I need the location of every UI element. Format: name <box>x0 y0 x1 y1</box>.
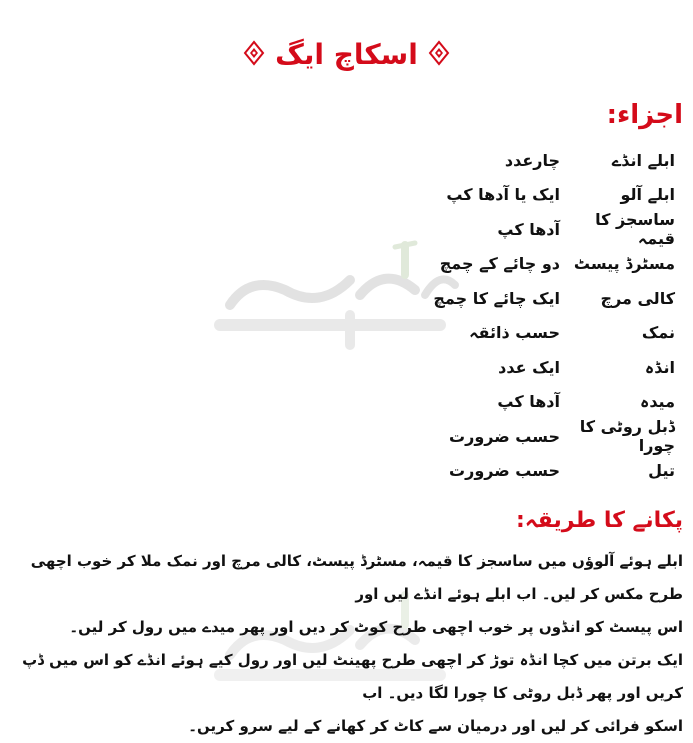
ingredient-row <box>415 350 675 385</box>
method-line: ایک برتن میں کچا انڈہ توڑ کر اچھی طرح پھینٹ لیں اور رول کیے ہوئے انڈے کو اس میں ڈپ کریں اور پھر ڈبل روٹی کا چورا لگا دیں۔ اب <box>22 651 683 702</box>
ingredient-row <box>415 143 675 178</box>
ingredients-list <box>415 143 675 488</box>
ingredient-row <box>415 178 675 213</box>
ingredient-qty: چارعدد <box>504 150 560 170</box>
recipe-title-block <box>243 38 450 71</box>
ingredient-qty: ایک چائے کا چمچ <box>433 288 560 308</box>
ingredient-name: ڈبل روٹی کا چورا <box>579 417 675 456</box>
recipe-title: اسکاچ ایگ <box>275 38 418 71</box>
ingredient-row <box>415 212 675 247</box>
ingredient-qty: حسب ضرورت <box>449 461 560 481</box>
ingredient-row <box>415 247 675 282</box>
ingredient-name: کالی مرچ <box>600 288 675 308</box>
ingredient-qty: دو چائے کے چمچ <box>439 254 560 274</box>
ingredient-row <box>415 281 675 316</box>
title-container <box>0 38 693 71</box>
ornament-right-icon <box>428 40 450 70</box>
ingredient-name: انڈہ <box>644 357 675 377</box>
ingredients-heading: اجزاء: <box>606 100 683 130</box>
ingredient-row <box>415 385 675 420</box>
ingredient-name: ابلے آلو <box>620 185 675 205</box>
ingredient-name: مسٹرڈ پیسٹ <box>573 254 675 274</box>
ingredient-row <box>415 316 675 351</box>
ingredient-name: تیل <box>648 461 675 481</box>
ingredient-name: نمک <box>641 323 675 343</box>
method-text <box>10 545 683 743</box>
ingredient-row <box>415 454 675 489</box>
ingredient-qty: ایک عدد <box>498 357 560 377</box>
ingredient-qty: ایک یا آدھا کپ <box>446 185 560 205</box>
ingredient-qty: آدھا کپ <box>497 219 560 239</box>
ingredient-name: ساسجز کا قیمہ <box>595 210 675 249</box>
method-line: اس پیسٹ کو انڈوں پر خوب اچھی طرح کوٹ کر دیں اور پھر میدے میں رول کر لیں۔ <box>69 618 683 636</box>
ingredient-name: میدہ <box>639 392 675 412</box>
ingredient-row <box>415 419 675 454</box>
ingredient-qty: حسب ضرورت <box>449 426 560 446</box>
method-heading: پکانے کا طریقہ: <box>515 508 683 533</box>
ingredient-qty: آدھا کپ <box>497 392 560 412</box>
method-line: ابلے ہوئے آلوؤں میں ساسجز کا قیمہ، مسٹرڈ پیسٹ، کالی مرچ اور نمک ملا کر خوب اچھی طرح مکس کر لیں۔ اب ابلے ہوئے انڈے لیں اور <box>30 552 683 603</box>
method-line: اسکو فرائی کر لیں اور درمیان سے کاٹ کر کھانے کے لیے سرو کریں۔ <box>188 717 683 735</box>
ornament-left-icon <box>243 40 265 70</box>
ingredient-name: ابلے انڈے <box>611 150 675 170</box>
ingredient-qty: حسب ذائقہ <box>469 323 560 343</box>
